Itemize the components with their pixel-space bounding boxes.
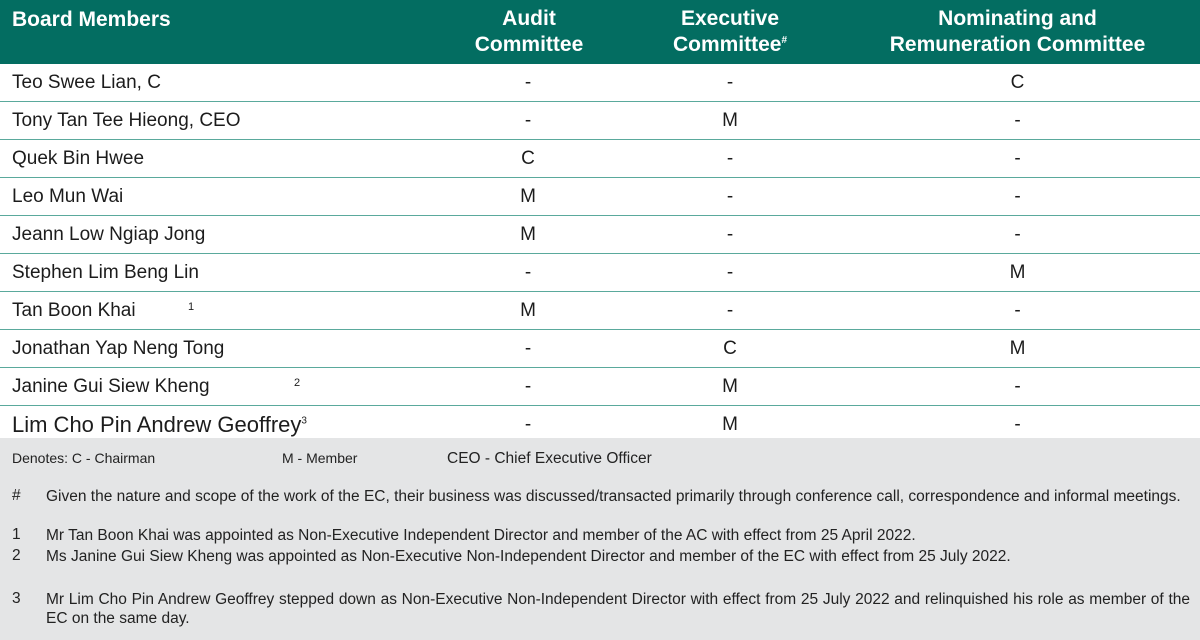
header-audit-committee: [440, 0, 618, 64]
header-executive-text: Executive Committee: [672, 7, 782, 56]
nominating-value: -: [1014, 414, 1021, 435]
footnote-text: Mr Lim Cho Pin Andrew Geoffrey stepped down as Non-Executive Non-Independent Director with effect from 25 July 2022 and relinquished his role as member of the EC on the same day.: [46, 591, 1190, 627]
member-name: Quek Bin Hwee: [12, 148, 145, 169]
footnote-marker: 2: [294, 377, 301, 389]
nominating-value: -: [1014, 110, 1021, 131]
legend-ceo: CEO - Chief Executive Officer: [447, 450, 652, 467]
member-name: Jeann Low Ngiap Jong: [12, 224, 206, 245]
header-audit-label: Audit Committee: [474, 7, 584, 56]
member-name: Janine Gui Siew Kheng: [12, 376, 210, 397]
footnote-marker: 3: [301, 415, 307, 427]
member-name-text: Lim Cho Pin Andrew Geoffrey: [12, 412, 302, 437]
audit-value: -: [524, 72, 532, 93]
executive-value: -: [726, 72, 734, 93]
member-name: Tony Tan Tee Hieong, CEO: [12, 110, 241, 131]
table-row: [0, 368, 1200, 406]
nominating-value: -: [1014, 300, 1021, 321]
executive-value: -: [726, 224, 734, 245]
table-row: [0, 216, 1200, 254]
member-name: Jonathan Yap Neng Tong: [12, 338, 225, 359]
footnote-text: Ms Janine Gui Siew Kheng was appointed as Non-Executive Non-Independent Director and member of the EC with effect from 25 July 2022.: [46, 548, 1011, 565]
nominating-value: -: [1014, 186, 1021, 207]
nominating-value: M: [1009, 338, 1026, 359]
legend-chairman: Denotes: C - Chairman: [12, 450, 156, 466]
nominating-value: -: [1014, 224, 1021, 245]
footnote-text: Mr Tan Boon Khai was appointed as Non-Executive Independent Director and member of the AC with effect from 25 April 2022.: [46, 527, 916, 544]
footnote-mark: 2: [12, 547, 21, 564]
executive-value: M: [722, 376, 738, 397]
header-nominating-label: Nominating and Remuneration Committee: [889, 7, 1146, 56]
member-name: Stephen Lim Beng Lin: [12, 262, 199, 283]
header-board-members: Board Members: [12, 8, 171, 31]
table-row: [0, 140, 1200, 178]
nominating-value: -: [1014, 376, 1021, 397]
table-row: [0, 254, 1200, 292]
header-executive-committee: [640, 0, 820, 64]
audit-value: -: [524, 262, 532, 283]
legend-member: M - Member: [282, 450, 358, 466]
audit-value: M: [520, 300, 536, 321]
executive-value: -: [726, 148, 734, 169]
header-executive-label: [650, 6, 810, 58]
executive-value: -: [726, 186, 734, 207]
table-row: [0, 330, 1200, 368]
executive-value: -: [726, 262, 734, 283]
audit-value: M: [520, 224, 536, 245]
table-row: [0, 406, 1200, 442]
member-name: Tan Boon Khai: [12, 300, 136, 321]
nominating-value: M: [1009, 262, 1026, 283]
executive-value: C: [723, 338, 737, 359]
footnote-mark: 1: [12, 526, 21, 543]
audit-value: -: [524, 414, 532, 435]
table-row: [0, 292, 1200, 330]
executive-value: M: [722, 110, 738, 131]
footnote-marker: 1: [188, 301, 195, 313]
footnote-text: Given the nature and scope of the work of the EC, their business was discussed/transacted primarily through conference call, correspondence and informal meetings.: [46, 488, 1181, 505]
audit-value: M: [520, 186, 536, 207]
nominating-value: -: [1014, 148, 1021, 169]
membership-table-body: [0, 64, 1200, 442]
footnote-mark: 3: [12, 590, 21, 607]
table-header: [0, 0, 1200, 64]
audit-value: -: [524, 338, 532, 359]
footnote-mark: #: [12, 487, 21, 504]
table-row: [0, 64, 1200, 102]
table-row: [0, 178, 1200, 216]
header-nominating-committee: [880, 0, 1155, 64]
executive-value: -: [726, 300, 734, 321]
audit-value: -: [524, 110, 532, 131]
table-row: [0, 102, 1200, 140]
header-executive-sup: #: [781, 35, 788, 46]
executive-value: M: [722, 414, 738, 435]
notes-section: [0, 438, 1200, 640]
member-name: Teo Swee Lian, C: [12, 72, 161, 93]
audit-value: C: [521, 148, 535, 169]
member-name: Leo Mun Wai: [12, 186, 124, 207]
audit-value: -: [524, 376, 532, 397]
nominating-value: C: [1010, 72, 1025, 93]
